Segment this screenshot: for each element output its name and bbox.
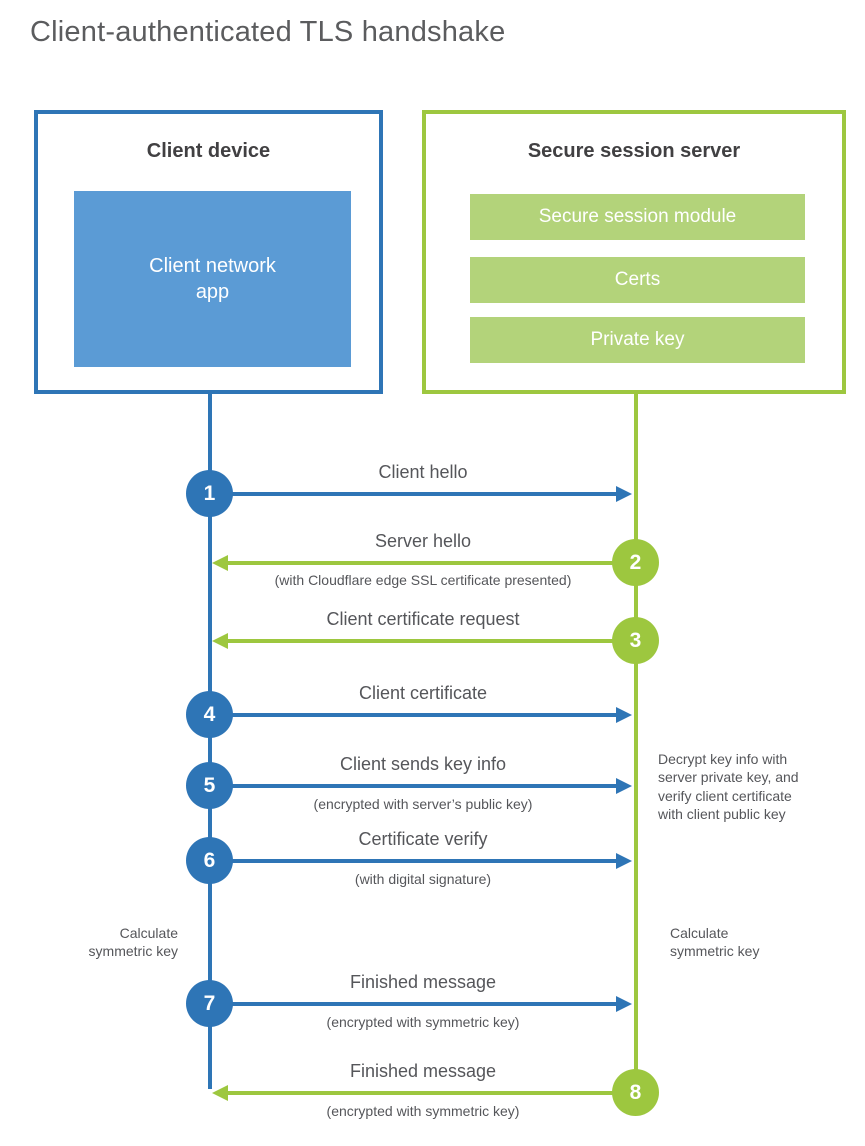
step-7-arrow [210,1002,618,1006]
secure-session-server-title: Secure session server [527,140,741,162]
client-network-app-label: Client network app [149,255,276,303]
step-4-arrow [210,713,618,717]
step-6-circle: 6 [186,837,233,884]
step-2-label: Server hello [374,531,472,551]
step-5-arrow [210,784,618,788]
step-3-arrow [228,639,636,643]
step-5-arrowhead-icon [616,778,632,794]
step-3-label: Client certificate request [326,609,520,629]
step-8-circle: 8 [612,1069,659,1116]
step-5-circle: 5 [186,762,233,809]
step-6-arrowhead-icon [616,853,632,869]
step-1-circle: 1 [186,470,233,517]
step-7-label: Finished message [349,972,497,992]
step-3-circle: 3 [612,617,659,664]
step-7-subtitle: (encrypted with symmetric key) [326,1014,520,1030]
page-title: Client-authenticated TLS handshake [30,16,506,48]
server-calculate-note: Calculate symmetric key [670,925,760,960]
step-1-arrowhead-icon [616,486,632,502]
secure-session-module-bar: Secure session module [470,194,805,240]
certs-bar: Certs [470,257,805,303]
step-2-arrow [228,561,636,565]
step-6-arrow [210,859,618,863]
step-8-arrow [228,1091,636,1095]
step-4-arrowhead-icon [616,707,632,723]
step-6-label: Certificate verify [358,829,488,849]
step-6-subtitle: (with digital signature) [354,871,492,887]
server-decrypt-note: Decrypt key info with server private key, and verify client certificate with client public key [658,751,799,823]
client-device-title: Client device [146,140,271,162]
client-calculate-note: Calculate symmetric key [88,925,178,960]
step-8-arrowhead-icon [212,1085,228,1101]
step-5-subtitle: (encrypted with server’s public key) [313,796,533,812]
secure-session-server-box [422,110,846,394]
step-8-label: Finished message [349,1061,497,1081]
step-8-subtitle: (encrypted with symmetric key) [326,1103,520,1119]
private-key-bar: Private key [470,317,805,363]
step-2-arrowhead-icon [212,555,228,571]
client-network-app-box [74,191,351,367]
step-4-circle: 4 [186,691,233,738]
step-3-arrowhead-icon [212,633,228,649]
client-device-box [34,110,383,394]
step-4-label: Client certificate [358,683,488,703]
step-5-label: Client sends key info [339,754,507,774]
step-1-label: Client hello [378,462,468,482]
step-2-subtitle: (with Cloudflare edge SSL certificate presented) [274,572,572,588]
step-7-circle: 7 [186,980,233,1027]
step-7-arrowhead-icon [616,996,632,1012]
step-2-circle: 2 [612,539,659,586]
step-1-arrow [210,492,618,496]
